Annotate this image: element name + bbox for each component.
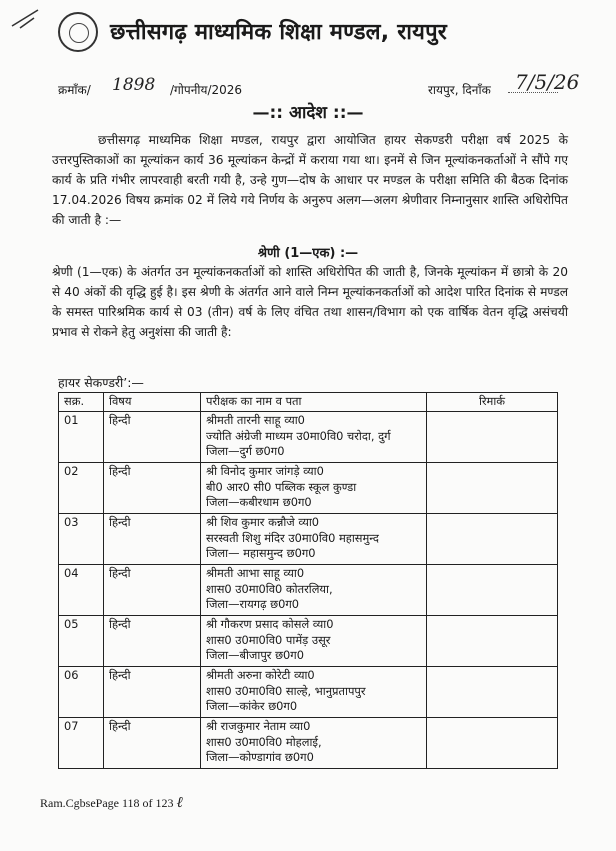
category-heading: श्रेणी (1—एक) :— xyxy=(257,246,359,261)
sno-cell: 05 xyxy=(59,616,104,667)
examiner-district: जिला—कांकेर छ0ग0 xyxy=(206,699,298,713)
examiner-cell xyxy=(201,463,427,514)
examiner-school: बी0 आर0 सी0 पब्लिक स्कूल कुण्डा xyxy=(206,479,357,494)
table-row xyxy=(59,514,558,565)
remark-cell xyxy=(427,667,558,718)
table-row xyxy=(59,718,558,769)
order-title: —:: आदेश ::— xyxy=(252,103,364,123)
evaluator-table xyxy=(58,392,558,769)
footer-text: Ram.CgbsePage 118 of 123 xyxy=(40,796,174,810)
examiner-cell xyxy=(201,565,427,616)
subject-cell: हिन्दी xyxy=(104,514,201,565)
sno-cell: 01 xyxy=(59,412,104,463)
remark-cell xyxy=(427,616,558,667)
examiner-cell xyxy=(201,667,427,718)
table-row xyxy=(59,565,558,616)
remark-cell xyxy=(427,718,558,769)
subject-cell: हिन्दी xyxy=(104,616,201,667)
examiner-cell xyxy=(201,616,427,667)
examiner-cell xyxy=(201,514,427,565)
sno-cell: 03 xyxy=(59,514,104,565)
table-row xyxy=(59,412,558,463)
remark-cell xyxy=(427,565,558,616)
place-date-label: रायपुर, दिनाँक xyxy=(428,83,491,97)
sno-cell: 07 xyxy=(59,718,104,769)
examiner-cell xyxy=(201,718,427,769)
examiner-school: शास0 उ0मा0वि0 मोहलाई, xyxy=(206,734,322,749)
category-paragraph: श्रेणी (1—एक) के अंतर्गत उन मूल्यांकनकर्ताओं को शास्ति अधिरोपित की जाती है, जिनके मूल्यांकन में छात्रो के 20 से 40 अंकों की वृद्धि हुई है। इस श्रेणी के अंतर्गत आने वाले निम्न मूल्यांकनकर्ताओं को आदेश पारित दिनांक से मण्डल के समस्त पारिश्रमिक कार्य से 03 (तीन) वर्ष के लिए वंचित तथा शासन/विभाग को एक वार्षिक वेतन वृद्धि असंचयी प्रभाव से रोकने हेतु अनुशंसा की जाती है: xyxy=(52,265,568,339)
section-label: हायर सेकण्डरी’:— xyxy=(58,375,144,390)
kramank-suffix: /गोपनीय/2026 xyxy=(170,83,243,97)
table-row xyxy=(59,667,558,718)
subject-cell: हिन्दी xyxy=(104,463,201,514)
header-sno: सक्र. xyxy=(59,393,104,412)
remark-cell xyxy=(427,463,558,514)
table-header-row xyxy=(59,393,558,412)
sno-cell: 02 xyxy=(59,463,104,514)
examiner-name: श्रीमती तारनी साहू व्या0 xyxy=(206,413,305,427)
subject-cell: हिन्दी xyxy=(104,412,201,463)
remark-cell xyxy=(427,514,558,565)
intro-paragraph: छत्तीसगढ़ माध्यमिक शिक्षा मण्डल, रायपुर द्वारा आयोजित हायर सेकण्डरी परीक्षा वर्ष 2025 के उत्तरपुस्तिकाओं का मूल्यांकन कार्य 36 मूल्यांकन केन्द्रों में कराया गया था। इनमें से जिन मूल्यांकनकर्ताओं ने सौंपे गए कार्य के प्रति गंभीर लापरवाही बरती गयी है, उन्हे गुण—दोष के आधार पर मण्डल के परीक्षा समिति की बैठक दिनांक 17.04.2026 विषय क्रमांक 02 में लिये गये निर्णय के अनुरुप अलग—अलग श्रेणीवार निम्नानुसार शास्ति अधिरोपित की जाती है :— xyxy=(52,133,568,227)
corner-pen-mark xyxy=(6,4,46,34)
header-examiner: परीक्षक का नाम व पता xyxy=(201,393,427,412)
page-footer xyxy=(40,793,183,812)
subject-cell: हिन्दी xyxy=(104,667,201,718)
examiner-district: जिला—कोण्डागांव छ0ग0 xyxy=(206,750,314,764)
board-logo xyxy=(58,12,98,52)
kramank-label: क्रमाँक/ xyxy=(58,83,91,97)
sno-cell: 06 xyxy=(59,667,104,718)
examiner-name: श्री राजकुमार नेताम व्या0 xyxy=(206,719,311,733)
footer-initial: ℓ xyxy=(176,793,183,811)
examiner-school: शास0 उ0मा0वि0 पामेंड़ उसूर xyxy=(206,632,331,647)
examiner-name: श्रीमती अरुना कोरेटी व्या0 xyxy=(206,668,315,682)
board-title: छत्तीसगढ़ माध्यमिक शिक्षा मण्डल, रायपुर xyxy=(110,20,447,45)
examiner-district: जिला—रायगढ़ छ0ग0 xyxy=(206,597,300,611)
sno-cell: 04 xyxy=(59,565,104,616)
subject-cell: हिन्दी xyxy=(104,718,201,769)
examiner-district: जिला—बीजापुर छ0ग0 xyxy=(206,648,304,662)
examiner-school: शास0 उ0मा0वि0 साल्हे, भानुप्रतापपुर xyxy=(206,683,366,698)
examiner-name: श्रीमती आभा साहू व्या0 xyxy=(206,566,305,580)
examiner-name: श्री विनोद कुमार जांगड़े व्या0 xyxy=(206,464,324,478)
table-row xyxy=(59,463,558,514)
header-remark: रिमार्क xyxy=(427,393,558,412)
table-row xyxy=(59,616,558,667)
examiner-school: ज्योति अंग्रेजी माध्यम उ0मा0वि0 चरोदा, दुर्ग xyxy=(206,428,391,443)
date-handwritten: 7/5/26 xyxy=(515,70,580,94)
examiner-name: श्री गौकरण प्रसाद कोसले व्या0 xyxy=(206,617,334,631)
examiner-school: सरस्वती शिशु मंदिर उ0मा0वि0 महासमुन्द xyxy=(206,530,379,545)
examiner-school: शास0 उ0मा0वि0 कोतरलिया, xyxy=(206,581,333,596)
examiner-name: श्री शिव कुमार कन्नौजे व्या0 xyxy=(206,515,320,529)
examiner-district: जिला—कबीरधाम छ0ग0 xyxy=(206,495,312,509)
examiner-district: जिला—दुर्ग छ0ग0 xyxy=(206,444,285,458)
subject-cell: हिन्दी xyxy=(104,565,201,616)
examiner-cell xyxy=(201,412,427,463)
remark-cell xyxy=(427,412,558,463)
kramank-number: 1898 xyxy=(112,75,156,95)
header-subject: विषय xyxy=(104,393,201,412)
examiner-district: जिला— महासमुन्द छ0ग0 xyxy=(206,546,316,560)
